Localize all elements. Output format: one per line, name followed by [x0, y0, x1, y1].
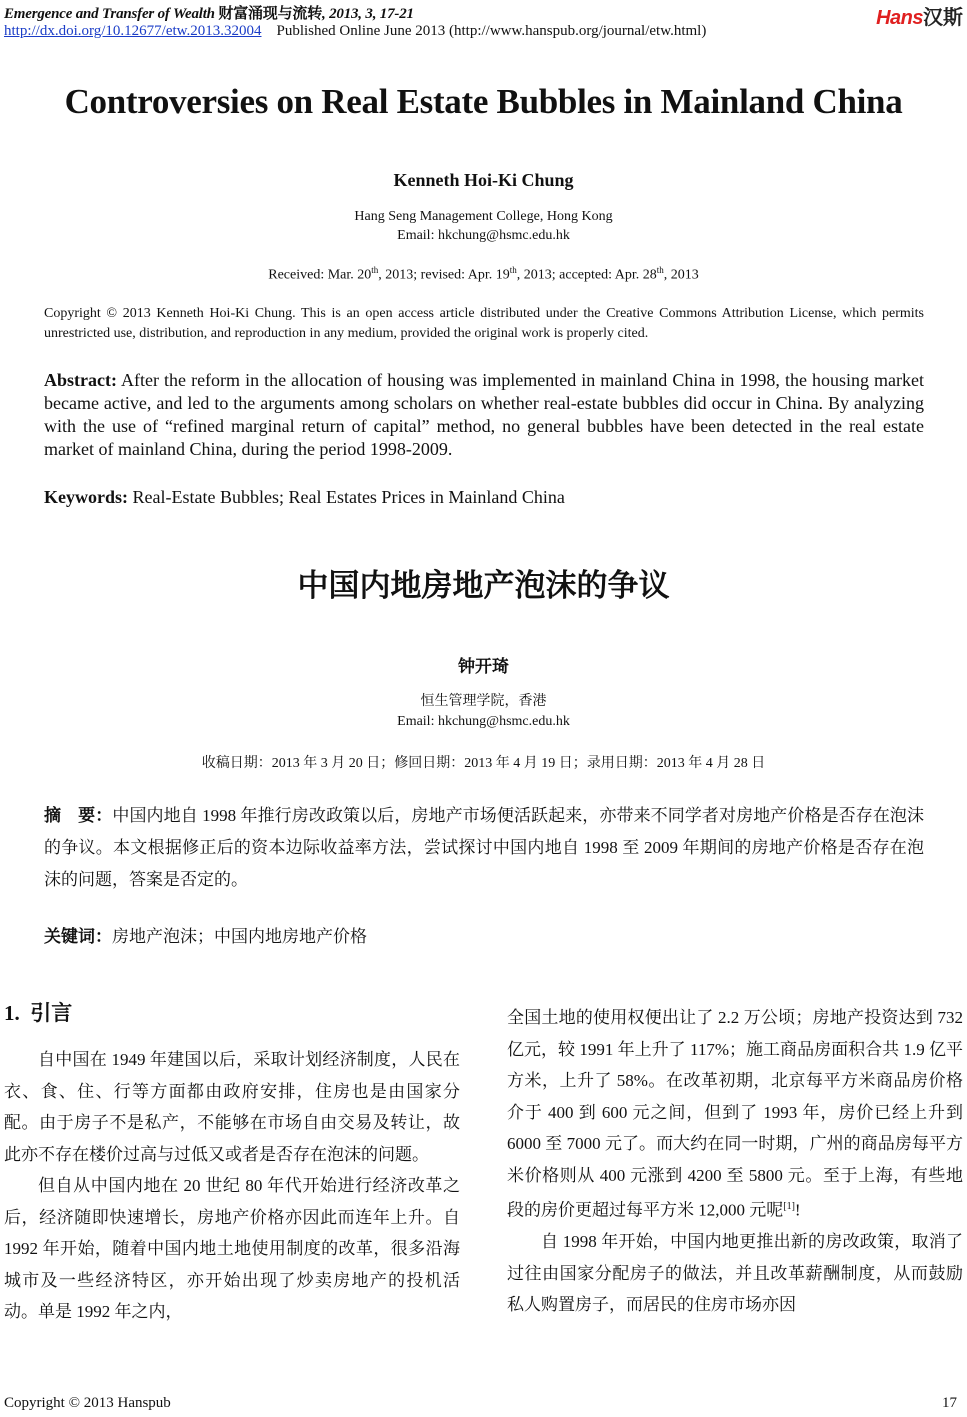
abstract-en — [44, 369, 924, 461]
logo-text-en: Hans — [876, 7, 923, 29]
abstract-text: After the reform in the allocation of housing was implemented in mainland China in 1998, the housing market became active, and led to the arguments among scholars on whether real-estate bubbles did occur in China. By analyzing with the use of “refined marginal return of capital” method, no general bubbles have been detected in the real estate market of mainland China, during the period 1998-2009. — [44, 370, 924, 459]
journal-volume: , 2013, 3, 17-21 — [322, 6, 414, 22]
journal-citation — [4, 2, 414, 23]
submission-dates-cn: 收稿日期：2013 年 3 月 20 日；修回日期：2013 年 4 月 19 日；录用日期：2013 年 4 月 28 日 — [201, 756, 766, 771]
affiliation-cn: 恒生管理学院，香港 — [420, 694, 547, 709]
journal-name-cn: 财富涌现与流转 — [218, 6, 322, 22]
author-email: Email: hkchung@hsmc.edu.hk — [397, 228, 570, 243]
section-heading — [4, 997, 72, 1027]
footer-copyright: Copyright © 2013 Hanspub — [4, 1395, 171, 1411]
page-number: 17 — [942, 1395, 957, 1411]
keywords-label-cn: 关键词： — [44, 927, 112, 947]
submission-dates — [0, 265, 967, 284]
received-sup: th — [371, 265, 379, 275]
continued-text: 全国土地的使用权便出让了 2.2 万公顷；房地产投资达到 732 亿元，较 1991 年上升了 117%；施工商品房面积合共 1.9 亿平方米，上升了 58%。在改革初期，北京每平方米商品房价格介于 400 到 600 元之间，但到了 1993 年，房价已经上升到 6000 至 7000 元了。而大约在同一时期，广州的商品房每平方米价格则从 400 元涨到 4200 至 5800 元。至于上海，有些地段的房价更超过每平方米 12,000 元呢 — [507, 1008, 963, 1220]
doi-line — [4, 23, 706, 40]
body-paragraph: 但自从中国内地在 20 世纪 80 年代开始进行经济改革之后，经济随即快速增长，房地产价格亦因此而连年上升。自 1992 年开始，随着中国内地土地使用制度的改革，很多沿海城市及一些经济特区，亦开始出现了炒卖房地产的投机活动。单是 1992 年之内， — [4, 1176, 460, 1321]
journal-name-en: Emergence and Transfer of Wealth — [4, 6, 215, 22]
author-name-cn: 钟开琦 — [458, 657, 509, 676]
revised-date: , 2013; revised: Apr. 19 — [378, 267, 510, 283]
revised-sup: th — [509, 265, 517, 275]
accepted-date: , 2013; accepted: Apr. 28 — [516, 267, 657, 283]
citation-ref[interactable]: [1] — [783, 1201, 795, 1212]
published-online: Published Online June 2013 (http://www.hanspub.org/journal/etw.html) — [276, 23, 707, 39]
section-title: 引言 — [30, 1001, 73, 1025]
author-affiliation — [0, 207, 967, 245]
section-number: 1. — [4, 1001, 20, 1025]
body-paragraph: 自 1998 年开始，中国内地更推出新的房改政策，取消了过往由国家分配房子的做法，并且改革薪酬制度，从而鼓励私人购置房子，而居民的住房市场亦因 — [507, 1232, 963, 1315]
body-column-right — [507, 1002, 963, 1321]
author-affiliation-cn — [0, 692, 967, 732]
keywords-text: Real-Estate Bubbles; Real Estates Prices in Mainland China — [132, 487, 565, 507]
continued-text-end: ! — [794, 1200, 801, 1220]
keywords-text-cn: 房地产泡沫；中国内地房地产价格 — [112, 927, 367, 946]
accepted-year: , 2013 — [663, 267, 699, 283]
doi-link[interactable]: http://dx.doi.org/10.12677/etw.2013.32004 — [4, 23, 262, 39]
paper-title: Controversies on Real Estate Bubbles in Mainland China — [64, 82, 903, 121]
logo-text-cn: 汉斯 — [923, 7, 963, 29]
body-paragraph: 自中国在 1949 年建国以后，采取计划经济制度，人民在衣、食、住、行等方面都由政府安排，住房也是由国家分配。由于房子不是私产，不能够在市场自由交易及转让，故此亦不存在楼价过高与过低又或者是否存在泡沫的问题。 — [4, 1050, 460, 1164]
abstract-cn — [44, 800, 924, 896]
accepted-sup: th — [656, 265, 664, 275]
affiliation: Hang Seng Management College, Hong Kong — [354, 209, 613, 224]
copyright-notice: Copyright © 2013 Kenneth Hoi-Ki Chung. This is an open access article distributed under the Creative Commons Attribution License, which permits unrestricted use, distribution, and reproduction in any medium, provided the original work is properly cited. — [44, 306, 924, 341]
body-column-left — [4, 1044, 460, 1328]
abstract-label: Abstract: — [44, 370, 117, 390]
keywords-cn — [44, 922, 924, 947]
hanspub-logo — [876, 1, 963, 30]
body-paragraph-continued — [507, 1002, 963, 1226]
keywords-label: Keywords: — [44, 487, 128, 507]
received-date: Received: Mar. 20 — [268, 267, 372, 283]
author-name: Kenneth Hoi-Ki Chung — [393, 170, 574, 190]
paper-title-cn: 中国内地房地产泡沫的争议 — [297, 568, 670, 604]
keywords-en — [44, 487, 924, 508]
abstract-text-cn: 中国内地自 1998 年推行房改政策以后，房地产市场便活跃起来，亦带来不同学者对房地产价格是否存在泡沫的争议。本文根据修正后的资本边际收益率方法，尝试探讨中国内地自 1998 至 2009 年期间的房地产价格是否存在泡沫的问题，答案是否定的。 — [44, 806, 925, 889]
author-email-cn: Email: hkchung@hsmc.edu.hk — [397, 714, 570, 729]
abstract-label-cn: 摘 要： — [44, 806, 113, 826]
